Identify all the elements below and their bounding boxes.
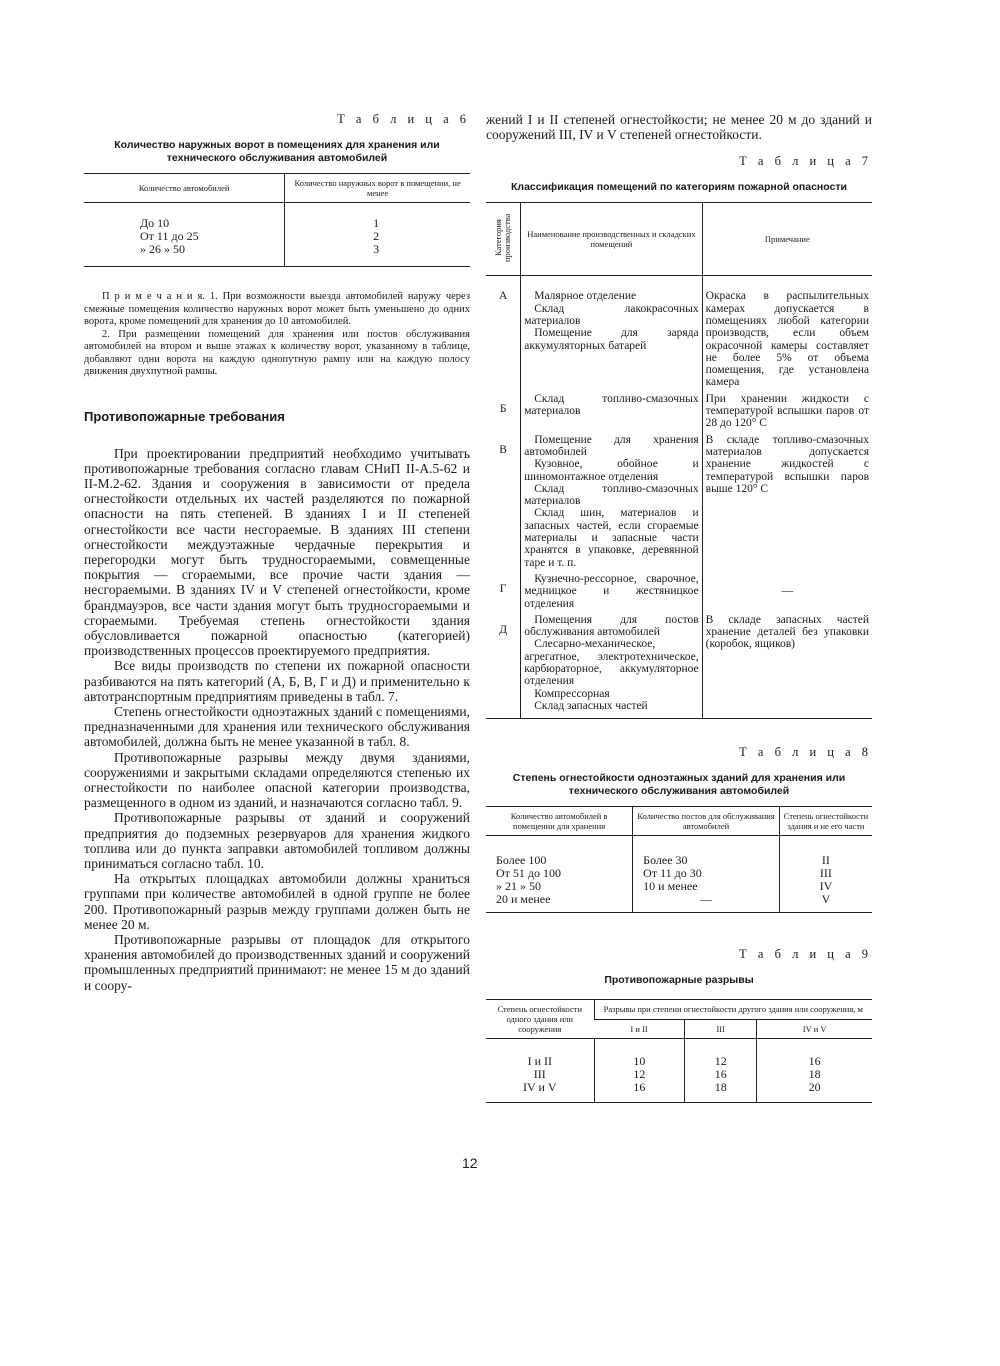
table6-cell: » 26 » 50 xyxy=(84,243,285,267)
table8-title: Степень огнестойкости одноэтажных зданий для хранения или технического обслуживания автомобилей xyxy=(512,772,846,798)
table6-col1-header: Количество автомобилей xyxy=(84,174,285,203)
list-item: Кузовное, обойное и шиномонтажное отделения xyxy=(524,458,699,483)
table7-note: В складе топливо-смазочных материалов допускается хранение жидкостей с температурой вспышки паров выше 120° С xyxy=(702,430,872,569)
list-item: Помещение для заряда аккумуляторных батарей xyxy=(524,327,699,352)
table8 xyxy=(486,806,872,913)
table7-note: Окраска в распылительных камерах допускается в помещениях любой категории производств, если объем окрасочной камеры составляет не более 5% от объема помещения, где установлена камера xyxy=(702,276,872,389)
table-row xyxy=(486,389,872,430)
table9-cell: III xyxy=(533,1067,546,1082)
table7-col3-header: Примечание xyxy=(702,203,872,276)
table7-note: В складе запасных частей хранение деталей без упаковки (коробок, ящиков) xyxy=(702,610,872,719)
list-item: Склад запасных частей xyxy=(534,699,648,712)
table-row xyxy=(84,203,470,231)
table9-title: Противопожарные разрывы xyxy=(604,974,754,987)
table8-cell: Более 100 xyxy=(496,853,547,868)
table9-caption: Т а б л и ц а 9 xyxy=(739,947,872,962)
list-item: Малярное отделение xyxy=(534,290,637,303)
list-item: Кузнечно-рессорное, сварочное, медницкое и жестяницкое отделения xyxy=(524,572,699,610)
table8-cell: — xyxy=(633,893,780,913)
table7-items xyxy=(521,389,702,430)
paragraph: Степень огнестойкости одноэтажных зданий с помещениями, предназначенными для хранения или технического обслуживания автомобилей, должна быть не менее указанной в табл. 8. xyxy=(84,703,470,750)
table8-caption: Т а б л и ц а 8 xyxy=(739,745,872,760)
table-row xyxy=(486,569,872,610)
section-heading: Противопожарные требования xyxy=(84,408,285,424)
table9 xyxy=(486,999,872,1103)
table-row xyxy=(486,430,872,569)
table7-caption: Т а б л и ц а 7 xyxy=(739,154,872,169)
list-item: Помещение для хранения автомобилей xyxy=(524,433,699,458)
paragraph: Все виды производств по степени их пожарной опасности разбиваются на пять категорий (А, Б, В, Г и Д) и применительно к автотранспортным предприятиям приведены в табл. 7. xyxy=(84,658,470,704)
list-item: Склад топливо-смазочных материалов xyxy=(524,482,699,508)
table8-cell: » 21 » 50 xyxy=(496,879,541,894)
table8-cell: 10 и менее xyxy=(633,880,780,893)
table6-cell: 3 xyxy=(285,243,470,267)
table9-cell: 16 xyxy=(757,1039,872,1069)
table9-cell: 16 xyxy=(594,1081,685,1103)
table-row xyxy=(486,893,872,913)
table8-col3-header: Степень огнестойкости здания и не его части xyxy=(779,807,872,836)
paragraph: Противопожарные разрывы от зданий и сооружений предприятия до подземных резервуаров для хранения жидкого топлива или до пункта заправки автомобилей топливом должны приниматься согласно табл. 10. xyxy=(84,810,470,871)
table8-cell: III xyxy=(779,867,872,880)
table6 xyxy=(84,173,470,267)
table9-group-header: Разрывы при степени огнестойкости другого здания или сооружения, м xyxy=(594,1000,872,1020)
table7-col2-header: Наименование производственных и складских помещений xyxy=(521,203,702,276)
list-item: Слесарно-механическое, агрегатное, электротехническое, карбюраторное, аккумуляторное отделения xyxy=(524,638,699,688)
page-number: 12 xyxy=(462,1155,478,1171)
table7-items xyxy=(521,430,702,569)
table9-cell: 12 xyxy=(594,1068,685,1081)
right-column xyxy=(486,112,872,1103)
table7-category: Б xyxy=(499,402,507,415)
table9-cell: I и II xyxy=(527,1054,552,1069)
table8-cell: II xyxy=(779,836,872,868)
table7-note: — xyxy=(702,569,872,610)
table8-cell: От 51 до 100 xyxy=(496,866,562,881)
table9-cell: 10 xyxy=(594,1039,685,1069)
table8-col1-header: Количество автомобилей в помещении для хранения xyxy=(486,807,633,836)
table7-category: А xyxy=(498,290,508,303)
table7-title: Классификация помещений по категориям пожарной опасности xyxy=(511,181,847,194)
table9-cell: 16 xyxy=(685,1068,757,1081)
table7-items xyxy=(521,610,702,719)
table-row xyxy=(486,836,872,868)
paragraph-continued: жений I и II степеней огнестойкости; не менее 20 м до зданий и сооружений III, IV и V степеней огнестойкости. xyxy=(486,112,872,143)
table8-cell: От 11 до 30 xyxy=(633,867,780,880)
left-column xyxy=(84,112,470,993)
table9-cell: IV и V xyxy=(486,1081,594,1103)
table6-cell: До 10 xyxy=(140,216,170,230)
table-row xyxy=(486,1081,872,1103)
table8-cell: V xyxy=(779,893,872,913)
list-item: Склад шин, материалов и запасных частей, если сгораемые материалы и запасные части хранятся в упаковке, деревянной таре и т. п. xyxy=(524,507,699,569)
table6-note-2: 2. При размещении помещений для хранения или постов обслуживания автомобилей на втором и выше этажах к количеству ворот, указанному в таблице, добавляют одни ворота на каждую однопутную рампу или на каждую полосу движения двухпутной рампы. xyxy=(84,328,470,377)
table6-cell: 2 xyxy=(285,230,470,243)
table7-items xyxy=(521,276,702,389)
table9-col1-header: Степень огнестойкости одного здания или сооружения xyxy=(486,1000,594,1039)
table6-caption: Т а б л и ц а 6 xyxy=(337,112,470,126)
table7-category: В xyxy=(499,443,507,456)
list-item: Склад лакокрасочных материалов xyxy=(524,302,699,327)
table6-col2-header: Количество наружных ворот в помещении, не менее xyxy=(285,174,470,203)
table8-cell: 20 и менее xyxy=(486,893,633,913)
table-row xyxy=(486,610,872,719)
table7-category: Г xyxy=(499,582,507,595)
table8-cell: Более 30 xyxy=(633,836,780,868)
table9-cell: 18 xyxy=(685,1081,757,1103)
paragraph: Противопожарные разрывы от площадок для открытого хранения автомобилей до производственных зданий и сооружений промышленных предприятий принимают: не менее 15 м до зданий и соору- xyxy=(84,932,470,993)
table8-cell: IV xyxy=(779,880,872,893)
list-item: Компрессорная xyxy=(534,687,610,700)
table-row xyxy=(486,1039,872,1069)
table-row xyxy=(486,276,872,389)
table7 xyxy=(486,202,872,719)
table9-sub-header: IV и V xyxy=(757,1019,872,1039)
table6-cell: 1 xyxy=(285,203,470,231)
paragraph: При проектировании предприятий необходимо учитывать противопожарные требования согласно главам СНиП II-А.5-62 и II-М.2-62. Здания и сооружения в зависимости от предела огнестойкости отдельных их частей разделяются по пожарной опасности на пять степеней. В зданиях I и II степеней огнестойкости все части несгораемые. В зданиях III степени огнестойкости междуэтажные чердачные перекрытия и перегородки могут быть трудносгораемыми, совмещенные покрытия — сгораемыми, все прочие части здания — несгораемыми. В зданиях IV и V степеней огнестойкости, кроме брандмауэров, все части здания могут быть трудносгораемыми и сгораемыми. Требуемая степень огнестойкости здания обусловливается пожарной опасностью (категорией) производственных процессов проектируемого предприятия. xyxy=(84,445,470,659)
table8-col2-header: Количество постов для обслуживания автомобилей xyxy=(633,807,780,836)
table7-note: При хранении жидкости с температурой вспышки паров от 28 до 120° С xyxy=(702,389,872,430)
paragraph: Противопожарные разрывы между двумя зданиями, сооружениями и закрытыми складами определяются степенью их огнестойкости по наиболее опасной категории производства, размещенного в одном из зданий, и назначаются согласно табл. 9. xyxy=(84,749,470,811)
table7-category: Д xyxy=(486,610,521,719)
table9-cell: 12 xyxy=(685,1039,757,1069)
list-item: Склад топливо-смазочных материалов xyxy=(524,392,699,418)
table9-sub-header: III xyxy=(685,1019,757,1039)
list-item: Помещения для постов обслуживания автомобилей xyxy=(524,613,699,639)
table7-col1-header: Категория производства xyxy=(493,214,513,263)
table7-items xyxy=(521,569,702,610)
table9-cell: 20 xyxy=(757,1081,872,1103)
table9-sub-header: I и II xyxy=(594,1019,685,1039)
table6-note-1: П р и м е ч а н и я. 1. При возможности выезда автомобилей наружу через смежные помещения количество наружных ворот может быть уменьшено до одних ворота, кроме помещений для хранения до 10 автомобилей. xyxy=(84,291,470,327)
table9-cell: 18 xyxy=(757,1068,872,1081)
table6-cell: От 11 до 25 xyxy=(140,229,199,243)
table-row xyxy=(84,243,470,267)
paragraph: На открытых площадках автомобили должны храниться группами при количестве автомобилей в одной группе не более 200. Противопожарный разрыв между группами должен быть не менее 20 м. xyxy=(84,871,470,932)
table6-title: Количество наружных ворот в помещениях для хранения или технического обслуживания автомобилей xyxy=(114,139,440,164)
